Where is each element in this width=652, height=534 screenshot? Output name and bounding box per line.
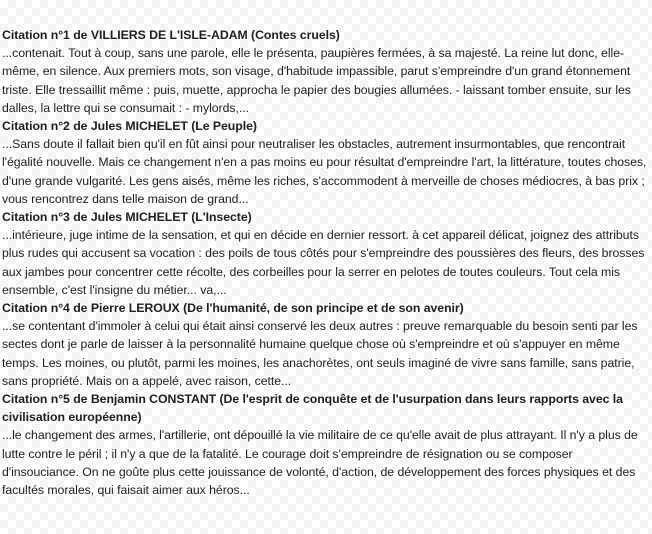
citation-1 bbox=[2, 26, 648, 117]
citation-title: Citation n°4 de Pierre LEROUX (De l'humanité, de son principe et de son avenir) bbox=[2, 301, 464, 316]
citation-text: ...contenait. Tout à coup, sans une parole, elle le présenta, paupières fermées, à sa majesté. La reine lut donc, elle-même, en silence. Aux premiers mots, son visage, d'habitude impassible, parut s'empreindre d'un grand étonnement triste. Elle tressaillit même : puis, muette, approcha le papier des bougies allumées. - laissant tomber ensuite, sur les dalles, la lettre qui se consumait : - mylords,... bbox=[2, 46, 631, 115]
citation-3 bbox=[2, 208, 648, 299]
citation-text: ...intérieure, juge intime de la sensation, et qui en décide en dernier ressort. à cet appareil délicat, joignez des attributs plus rudes qui accusent sa vocation : des poils de tous côtés pour s'empreindre des poussières des fleurs, des brosses aux jambes pour concentrer cette récolte, des corbeilles pour la serrer en pelotes de toutes couleurs. Tout cela mis ensemble, c'est l'insigne du métier... va,... bbox=[2, 228, 645, 297]
citation-title: Citation n°5 de Benjamin CONSTANT (De l'esprit de conquête et de l'usurpation dans leurs rapports avec la civilisation européenne) bbox=[2, 392, 623, 425]
citation-title: Citation n°3 de Jules MICHELET (L'Insecte) bbox=[2, 210, 252, 225]
citations-document bbox=[2, 26, 648, 499]
citation-text: ...Sans doute il fallait bien qu'il en fût ainsi pour neutraliser les obstacles, autrement insurmontables, que rencontrait l'égalité nouvelle. Mais ce changement n'en a pas moins eu pour résultat d'empreindre l'art, la littérature, toutes choses, d'une grande vulgarité. Les gens aisés, même les riches, s'accommodent à merveille de choses médiocres, à bas prix ; vous rencontrez dans telle maison de grand... bbox=[2, 137, 647, 206]
citation-text: ...se contentant d'immoler à celui qui était ainsi conservé les deux autres : preuve remarquable du besoin senti par les sectes dont je parle de laisser à la personnalité humaine quelque chose où s'empreindre et où s'appuyer en même temps. Les moines, ou plutôt, parmi les moines, les anachorètes, ont seuls imaginé de vivre sans famille, sans patrie, sans propriété. Mais on a appelé, avec raison, cette... bbox=[2, 319, 638, 388]
citation-4 bbox=[2, 299, 648, 390]
citation-2 bbox=[2, 117, 648, 208]
citation-title: Citation n°1 de VILLIERS DE L'ISLE-ADAM (Contes cruels) bbox=[2, 28, 340, 42]
citation-text: ...le changement des armes, l'artillerie, ont dépouillé la vie militaire de ce qu'elle avait de plus attrayant. Il n'y a plus de lutte contre le péril ; il n'y a que de la fatalité. Le courage doit s'empreindre de résignation ou se composer d'insouciance. On ne goûte plus cette jouissance de volonté, d'action, de développement des forces physiques et des facultés morales, qui faisait aimer aux héros... bbox=[2, 428, 638, 498]
citation-title: Citation n°2 de Jules MICHELET (Le Peuple) bbox=[2, 119, 257, 134]
citation-5 bbox=[2, 390, 648, 499]
